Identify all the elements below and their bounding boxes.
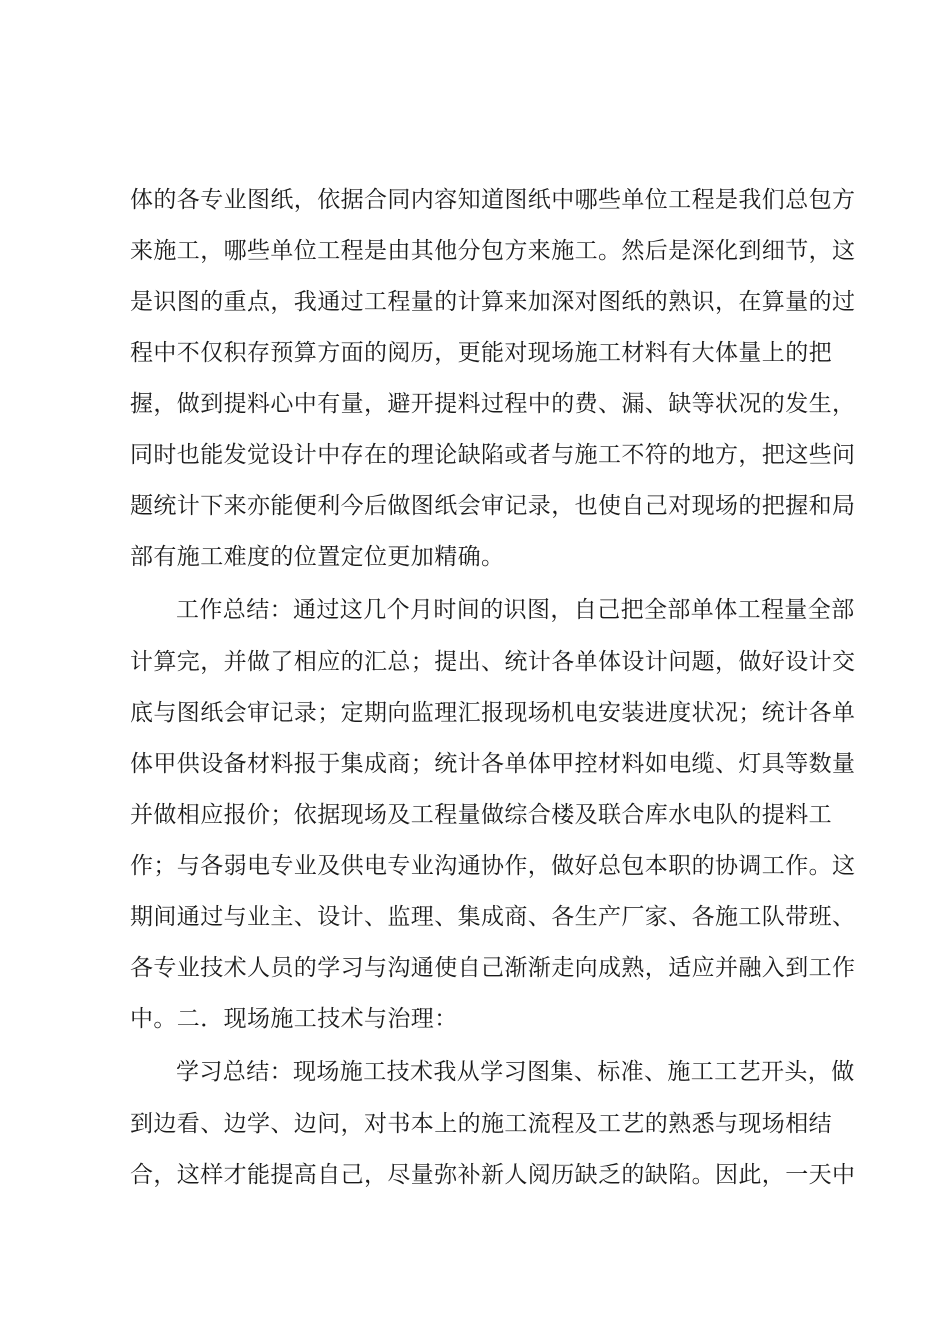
paragraph-start-line: 工作总结：通过这几个月时间的识图，自己把全部单体工程量全部: [176, 597, 855, 623]
text-line: 合，这样才能提高自己，尽量弥补新人阅历缺乏的缺陷。因此，一天中: [130, 1162, 856, 1188]
text-line: 程中不仅积存预算方面的阅历，更能对现场施工材料有大体量上的把: [130, 340, 832, 366]
text-line: 期间通过与业主、设计、监理、集成商、各生产厂家、各施工队带班、: [130, 904, 856, 930]
text-line: 到边看、边学、边问，对书本上的施工流程及工艺的熟悉与现场相结: [130, 1111, 832, 1137]
text-line: 作；与各弱电专业及供电专业沟通协作，做好总包本职的协调工作。这: [130, 853, 856, 879]
text-line: 底与图纸会审记录；定期向监理汇报现场机电安装进度状况；统计各单: [130, 700, 856, 726]
text-line: 并做相应报价；依据现场及工程量做综合楼及联合库水电队的提料工: [130, 802, 832, 828]
text-line: 体甲供设备材料报于集成商；统计各单体甲控材料如电缆、灯具等数量: [130, 751, 856, 777]
text-line: 握，做到提料心中有量，避开提料过程中的费、漏、缺等状况的发生，: [130, 391, 856, 417]
text-line: 来施工，哪些单位工程是由其他分包方来施工。然后是深化到细节，这: [130, 238, 856, 264]
text-line: 是识图的重点，我通过工程量的计算来加深对图纸的熟识，在算量的过: [130, 289, 856, 315]
paragraph-start-line: 学习总结：现场施工技术我从学习图集、标准、施工工艺开头，做: [176, 1059, 855, 1085]
text-line: 各专业技术人员的学习与沟通使自己渐渐走向成熟，适应并融入到工作: [130, 955, 856, 981]
text-line: 计算完，并做了相应的汇总；提出、统计各单体设计问题，做好设计交: [130, 649, 856, 675]
text-line: 题统计下来亦能便利今后做图纸会审记录，也使自己对现场的把握和局: [130, 493, 856, 519]
text-line: 同时也能发觉设计中存在的理论缺陷或者与施工不符的地方，把这些问: [130, 442, 856, 468]
text-line: 体的各专业图纸，依据合同内容知道图纸中哪些单位工程是我们总包方: [130, 187, 856, 213]
text-line: 部有施工难度的位置定位更加精确。: [130, 544, 505, 570]
text-line: 中。二．现场施工技术与治理：: [130, 1006, 458, 1032]
